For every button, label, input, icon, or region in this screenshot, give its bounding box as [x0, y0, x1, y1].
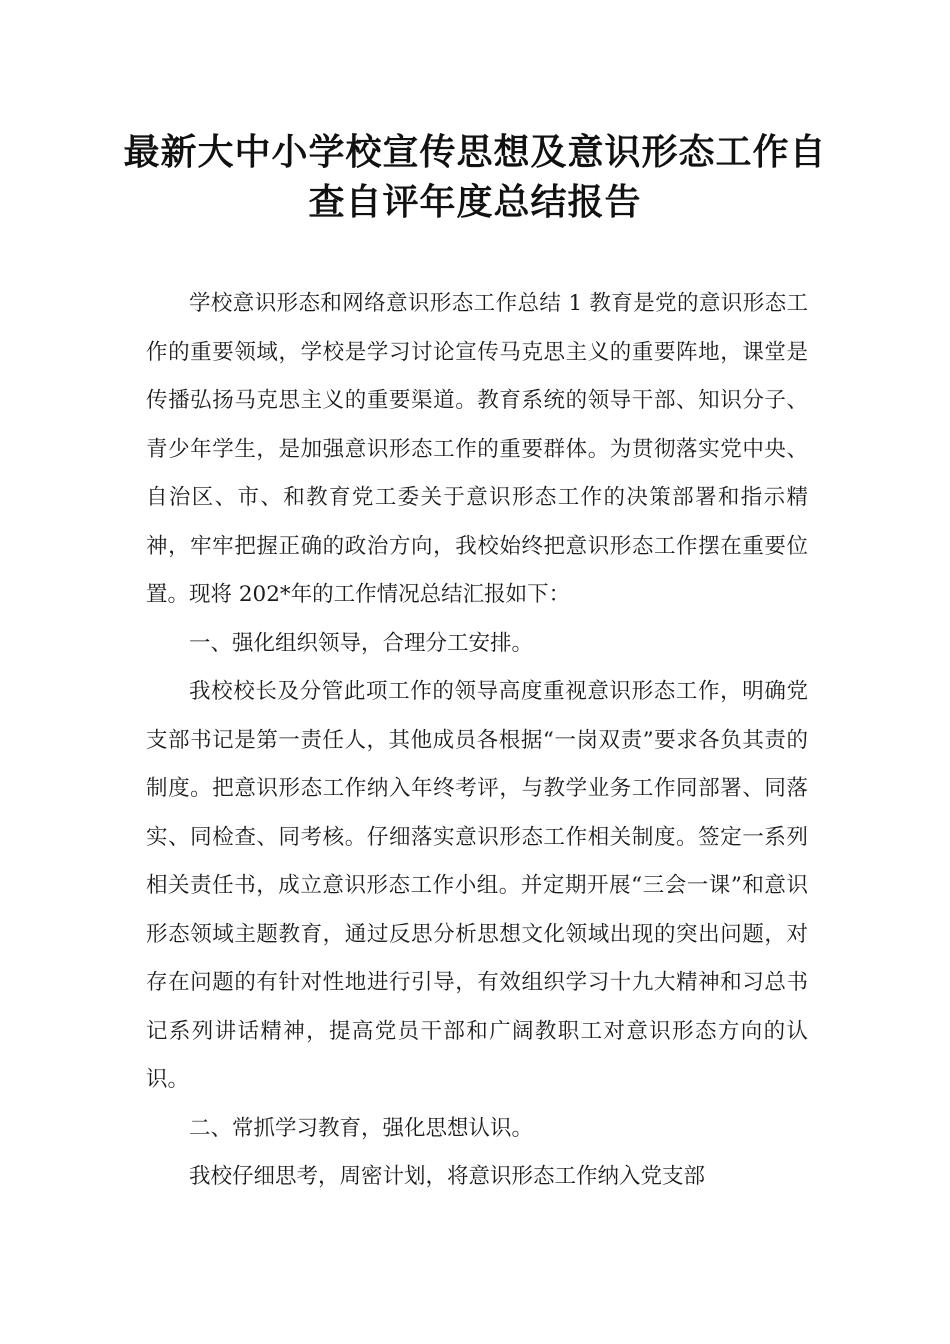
paragraph-section-1: 我校校长及分管此项工作的领导高度重视意识形态工作，明确党支部书记是第一责任人，其他成员各根据“一岗双责”要求各负其责的制度。把意识形态工作纳入年终考评，与教学业务工作同部署、同落实、同检查、同考核。仔细落实意识形态工作相关制度。签定一系列相关责任书，成立意识形态工作小组。并定期开展“三会一课”和意识形态领域主题教育，通过反思分析思想文化领域出现的突出问题，对存在问题的有针对性地进行引导，有效组织学习十九大精神和习总书记系列讲话精神，提高党员干部和广阔教职工对意识形态方向的认识。 — [146, 679, 808, 1092]
paragraph-intro: 学校意识形态和网络意识形态工作总结 1 教育是党的意识形态工作的重要领域，学校是学习讨论宣传马克思主义的重要阵地，课堂是传播弘扬马克思主义的重要渠道。教育系统的领导干部、知识分子、青少年学生，是加强意识形态工作的重要群体。为贯彻落实党中央、自治区、市、和教育党工委关于意识形态工作的决策部署和指示精神，牢牢把握正确的政治方向，我校始终把意识形态工作摆在重要位置。现将 202*年的工作情况总结汇报如下： — [146, 291, 808, 607]
section-heading-1: 一、强化组织领导，合理分工安排。 — [189, 630, 534, 656]
document-body — [146, 280, 808, 1202]
section-heading-2: 二、常抓学习教育，强化思想认识。 — [189, 1115, 534, 1141]
document-title: 最新大中小学校宣传思想及意识形态工作自查自评年度总结报告 — [123, 132, 827, 223]
paragraph-section-2: 我校仔细思考，周密计划，将意识形态工作纳入党支部 — [189, 1164, 706, 1189]
